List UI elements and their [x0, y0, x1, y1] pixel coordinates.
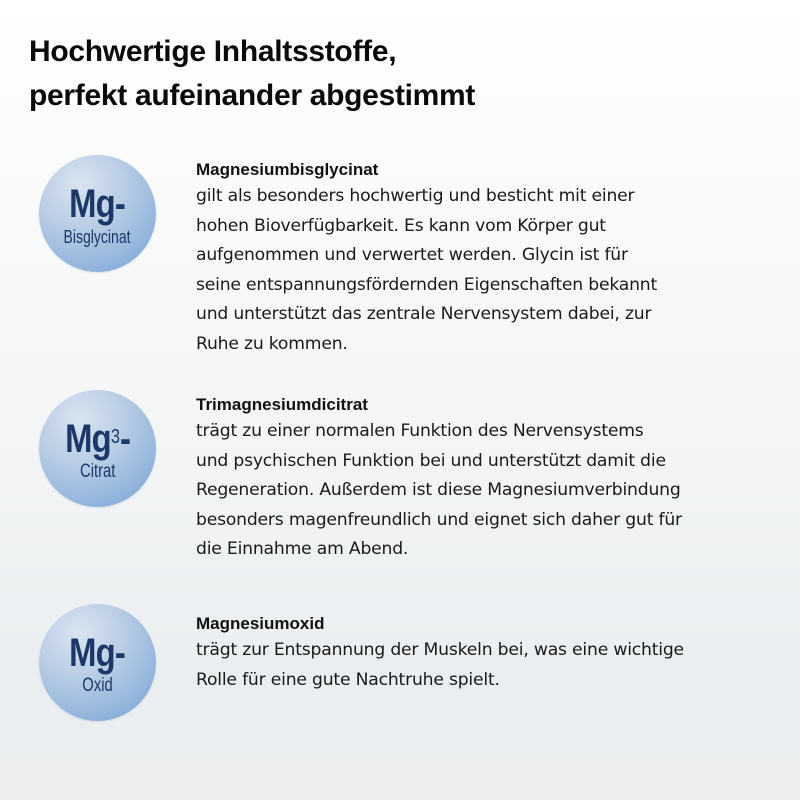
badge-label: Oxid: [82, 674, 113, 696]
ingredient-magnesiumbisglycinat: [196, 158, 776, 359]
description-line: gilt als besonders hochwertig und besticht mit einer: [196, 186, 635, 206]
description-line: die Einnahme am Abend.: [196, 539, 409, 559]
title-line-2: perfekt aufeinander abgestimmt: [29, 79, 476, 112]
badge-label: Citrat: [79, 460, 116, 482]
description-line: trägt zur Entspannung der Muskeln bei, was eine wichtige: [196, 640, 684, 660]
description-line: Regeneration. Außerdem ist diese Magnesiumverbindung: [196, 480, 681, 500]
badge-label: Bisglycinat: [63, 226, 132, 247]
mg3-citrat-badge-icon: [39, 390, 156, 507]
description-line: hohen Bioverfügbarkeit. Es kann vom Körper gut: [196, 215, 606, 236]
description-line: aufgenommen und verwertet werden. Glycin ist für: [196, 245, 628, 265]
title-line-1: Hochwertige Inhaltsstoffe,: [29, 35, 397, 68]
mg-oxid-badge-icon: [39, 604, 156, 721]
description-line: und unterstützt das zentrale Nervensystem dabei, zur: [196, 304, 652, 324]
ingredient-description: [196, 417, 776, 565]
badge-superscript: 3: [110, 425, 120, 448]
description-line: Rolle für eine gute Nachtruhe spielt.: [196, 669, 500, 690]
badge-symbol: Mg-: [69, 181, 126, 226]
ingredient-description: [196, 636, 776, 695]
badge-symbol: Mg$^3$-: [65, 416, 130, 461]
ingredient-name: Magnesiumoxid: [196, 614, 325, 633]
description-line: Ruhe zu kommen.: [196, 333, 348, 354]
ingredient-description: [196, 182, 776, 359]
ingredient-magnesiumoxid: [196, 612, 776, 695]
badge-symbol: Mg-: [69, 630, 126, 675]
page-title: [29, 30, 475, 118]
mg-bisglycinat-badge-icon: [39, 155, 156, 272]
ingredient-name: Trimagnesiumdicitrat: [196, 395, 368, 414]
description-line: besonders magenfreundlich und eignet sich daher gut für: [196, 509, 682, 530]
ingredient-name: Magnesiumbisglycinat: [196, 160, 379, 179]
ingredient-trimagnesiumdicitrat: [196, 393, 776, 565]
description-line: und psychischen Funktion bei und unterstützt damit die: [196, 450, 666, 471]
description-line: seine entspannungsfördernden Eigenschaften bekannt: [196, 274, 658, 295]
description-line: trägt zu einer normalen Funktion des Nervensystems: [196, 421, 644, 441]
